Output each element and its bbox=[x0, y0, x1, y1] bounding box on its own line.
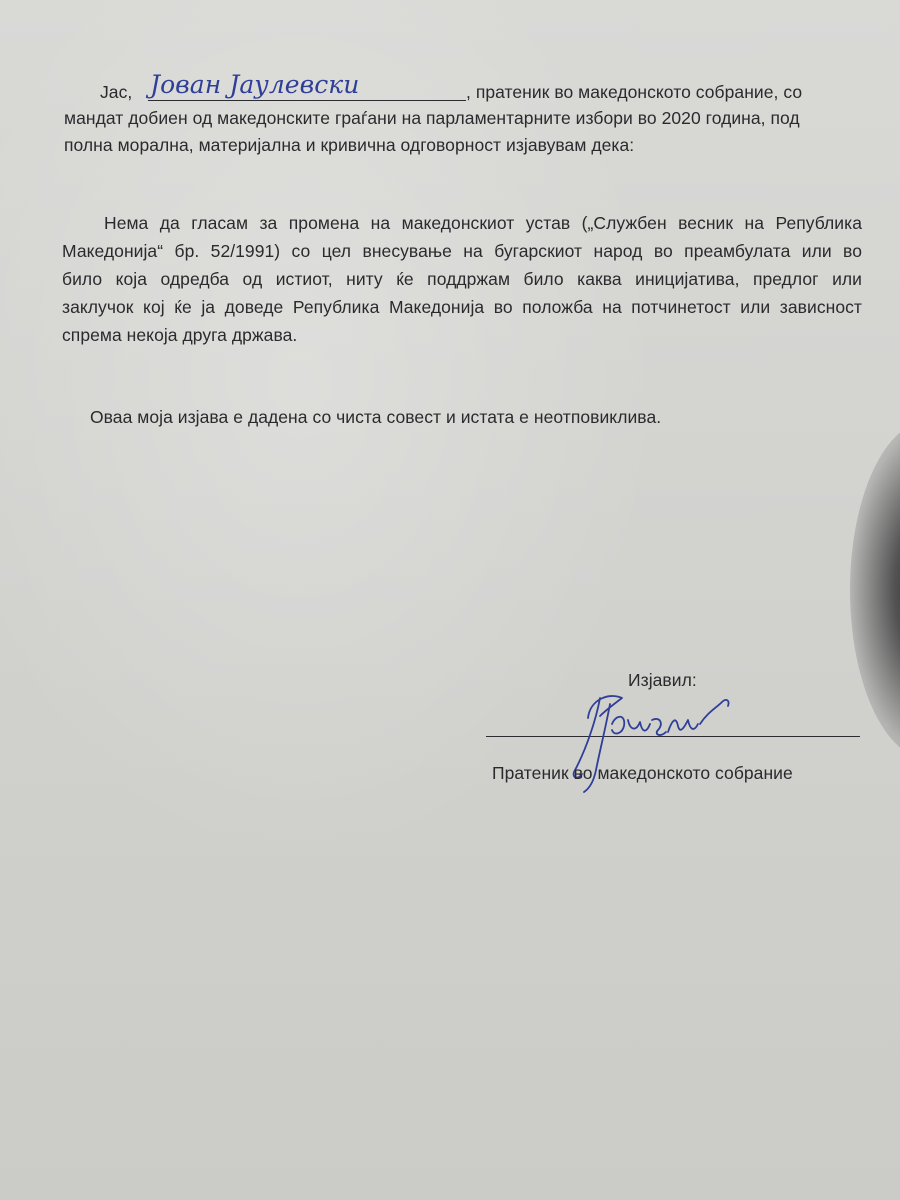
pledge-line: било која одредба од истиот, ниту ќе поддржам било каква иницијатива, предлог или bbox=[62, 269, 862, 289]
pledge-line: спрема некоја друга држава. bbox=[62, 325, 298, 345]
name-fill-line bbox=[148, 100, 466, 101]
pledge-line: Македонија“ бр. 52/1991) со цел внесување на бугарскиот народ во преамбулата или во bbox=[62, 241, 862, 261]
signature-title: Пратеник во македонското собрание bbox=[492, 763, 793, 783]
opening-line-2: мандат добиен од македонските граѓани на парламентарните избори во 2020 година, под bbox=[64, 108, 800, 128]
closing-statement: Оваа моја изјава е дадена со чиста совест и истата е неотповиклива. bbox=[90, 407, 662, 427]
pledge-line: Нема да гласам за промена на македонскиот устав („Службен весник на Република bbox=[104, 213, 862, 233]
signature-label: Изјавил: bbox=[628, 670, 697, 690]
opening-prefix: Јас, bbox=[100, 82, 133, 102]
thumb-shadow bbox=[850, 420, 900, 760]
opening-line-3: полна морална, материјална и кривична одговорност изјавувам дека: bbox=[64, 135, 635, 155]
opening-suffix: , пратеник во македонското собрание, со bbox=[466, 82, 803, 102]
pledge-line: заклучок кој ќе ја доведе Република Македонија во положба на потчинетост или зависност bbox=[62, 297, 862, 317]
handwritten-name: Јован Јаулевски bbox=[150, 70, 360, 99]
